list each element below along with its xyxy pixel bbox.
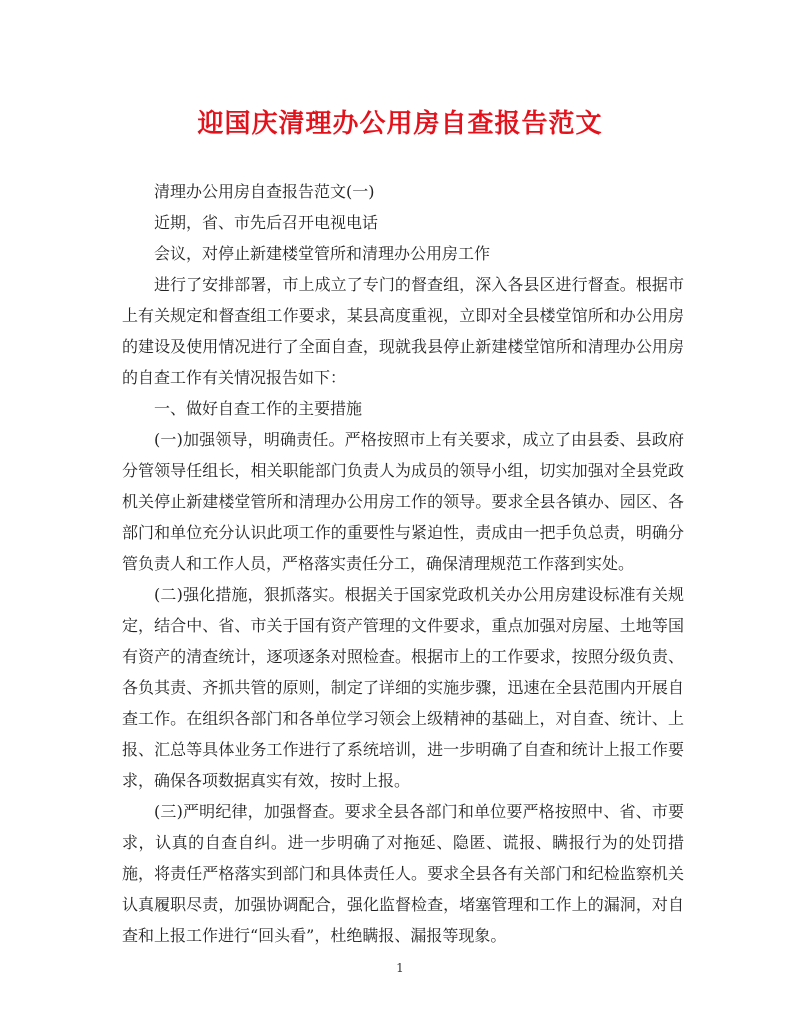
paragraph: 会议，对停止新建楼堂管所和清理办公用房工作 bbox=[154, 244, 491, 263]
paragraph: (一)加强领导，明确责任。严格按照市上有关要求，成立了由县委、县政府分管领导任组长，相关职能部门负责人为成员的领导小组，切实加强对全县党政机关停止新建楼堂管所和清理办公用房工作的领导。要求全县各镇办、园区、各部门和单位充分认识此项工作的重要性与紧迫性，责成由一把手负总责，明确分管负责人和工作人员，严格落实责任分工，确保清理规范工作落到实处。 bbox=[122, 430, 684, 573]
paragraph: (三)严明纪律，加强督查。要求全县各部门和单位要严格按照中、省、市要求，认真的自查自纠。进一步明确了对拖延、隐匿、谎报、瞒报行为的处罚措施，将责任严格落实到部门和具体责任人。要求全县各有关部门和纪检监察机关认真履职尽责，加强协调配合，强化监督检查，堵塞管理和工作上的漏洞，对自查和上报工作进行“回头看”，杜绝瞒报、漏报等现象。 bbox=[122, 802, 684, 945]
paragraph-heading: 清理办公用房自查报告范文(一) bbox=[154, 182, 375, 201]
paragraph: 近期，省、市先后召开电视电话 bbox=[154, 213, 379, 232]
document-title: 迎国庆清理办公用房自查报告范文 bbox=[197, 109, 603, 139]
paragraph: 进行了安排部署，市上成立了专门的督查组，深入各县区进行督查。根据市上有关规定和督查组工作要求，某县高度重视，立即对全县楼堂馆所和办公用房的建设及使用情况进行了全面自查，现就我县停止新建楼堂馆所和清理办公用房的自查工作有关情况报告如下： bbox=[122, 275, 684, 387]
paragraph: (二)强化措施，狠抓落实。根据关于国家党政机关办公用房建设标准有关规定，结合中、省、市关于国有资产管理的文件要求，重点加强对房屋、土地等国有资产的清查统计，逐项逐条对照检查。根据市上的工作要求，按照分级负责、各负其责、齐抓共管的原则，制定了详细的实施步骤，迅速在全县范围内开展自查工作。在组织各部门和各单位学习领会上级精神的基础上，对自查、统计、上报、汇总等具体业务工作进行了系统培训，进一步明确了自查和统计上报工作要求，确保各项数据真实有效，按时上报。 bbox=[122, 585, 684, 790]
section-heading: 一、做好自查工作的主要措施 bbox=[154, 399, 363, 418]
page-number: 1 bbox=[396, 961, 404, 975]
document-body bbox=[122, 176, 684, 951]
